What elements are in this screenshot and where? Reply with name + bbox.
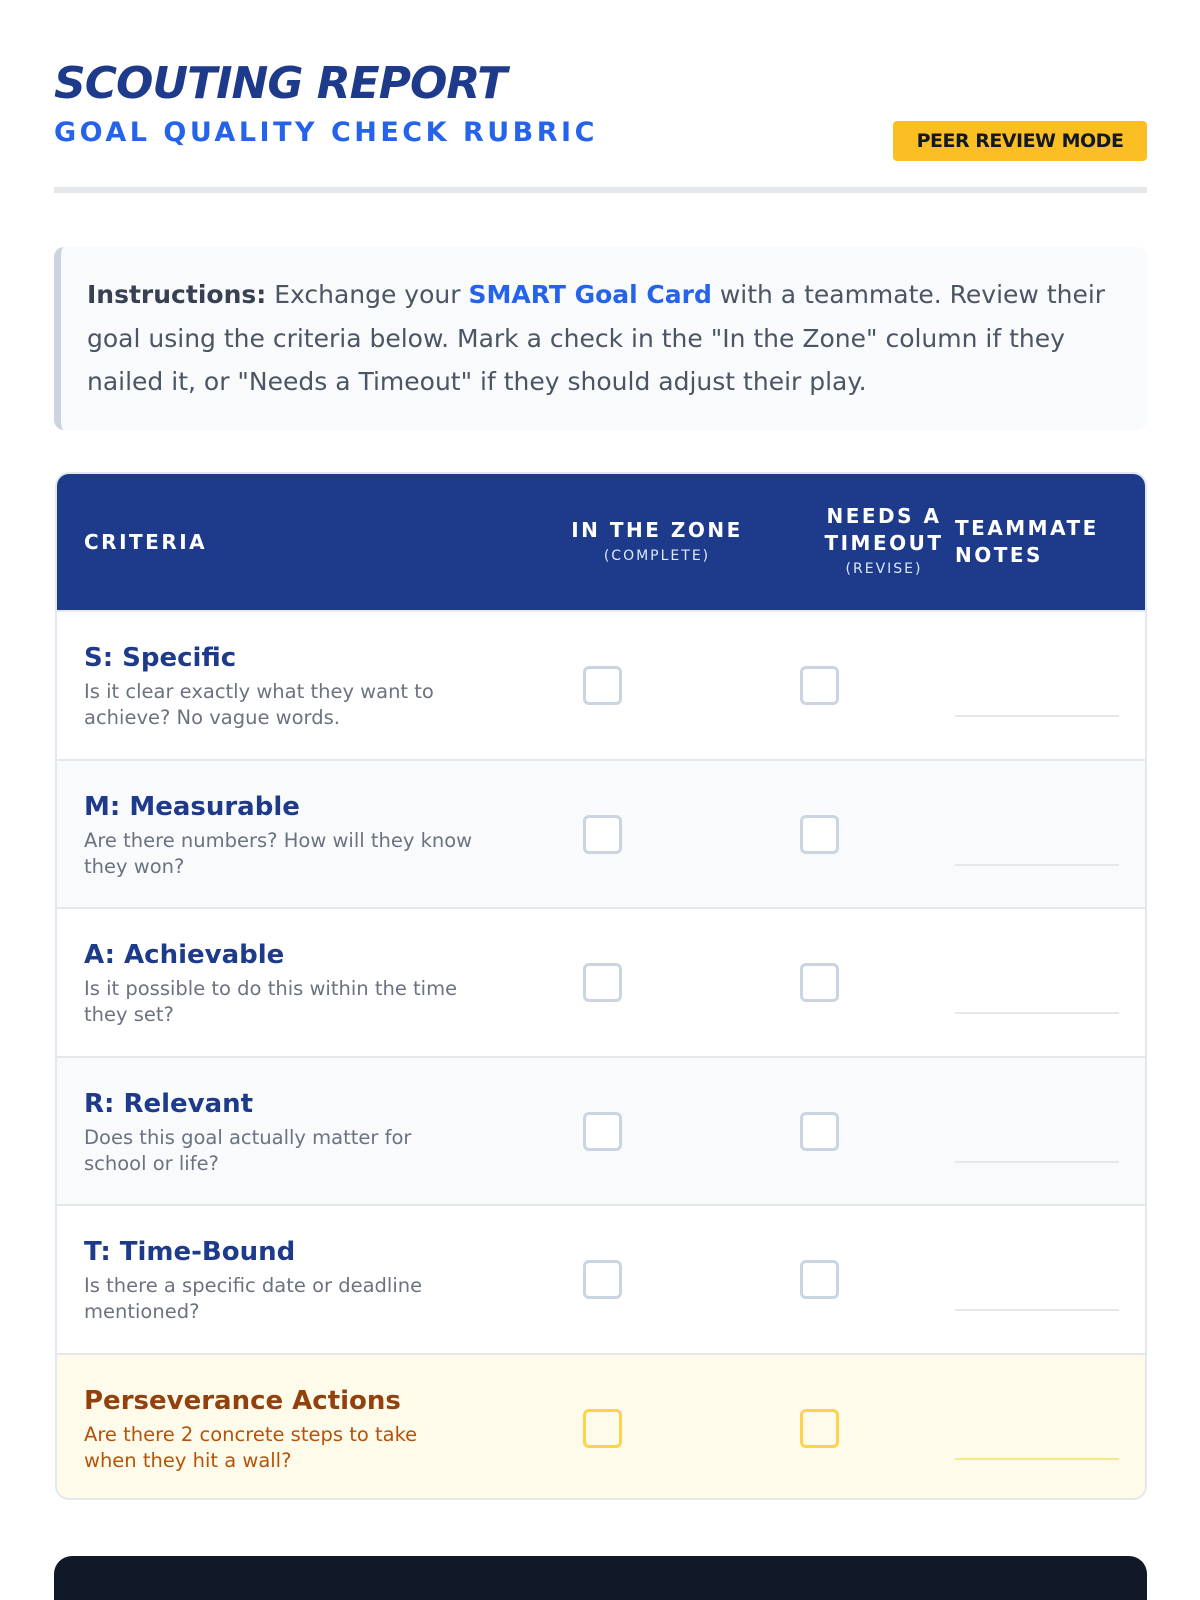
peer-review-badge: PEER REVIEW MODE [893,121,1147,161]
criteria-header-label: CRITERIA [84,529,208,554]
needs-timeout-checkbox[interactable] [800,1409,839,1448]
needs-timeout-checkbox[interactable] [800,1260,839,1299]
table-row-perseverance-actions [57,1353,1145,1501]
page-header [54,56,1147,196]
rubric-table [55,472,1147,1500]
teammate-notes-field[interactable] [955,1458,1119,1460]
criterion-name: S: Specific [84,643,237,673]
instructions-text-after: with a teammate. Review their goal using the criteria below. Mark a check in the "In the Zone" column if they nailed it, or "Needs a Timeout" if they should adjust their play. [87,280,1106,396]
teammate-notes-field[interactable] [955,864,1119,866]
criterion-name: M: Measurable [84,791,300,822]
in-the-zone-checkbox[interactable] [583,666,622,705]
header-divider [54,187,1147,193]
criterion-description: Is it possible to do this within the time they set? [84,977,458,1026]
in-the-zone-checkbox[interactable] [583,815,622,854]
needs-timeout-checkbox[interactable] [800,963,839,1002]
instructions-text-before: Exchange your [266,280,469,309]
timeout-header-label-line2: TIMEOUT [824,531,944,555]
column-header-teammate-notes [955,474,1099,610]
criterion-name: Perseverance Actions [84,1385,401,1416]
criterion-description: Are there 2 concrete steps to take when they hit a wall? [84,1422,418,1472]
column-header-criteria [84,474,207,610]
teammate-notes-field[interactable] [955,715,1119,717]
teammate-notes-field[interactable] [955,1309,1119,1311]
table-header [57,474,1145,610]
criterion-description: Is it clear exactly what they want to achieve? No vague words. [84,680,434,729]
teammate-notes-field[interactable] [955,1012,1119,1014]
table-row-achievable [57,907,1145,1056]
in-the-zone-checkbox[interactable] [583,963,622,1002]
criterion-description: Is there a specific date or deadline mentioned? [84,1274,423,1323]
footer-panel [54,1556,1147,1600]
teammate-notes-field[interactable] [955,1161,1119,1163]
table-row-specific [57,610,1145,759]
criterion-name: T: Time-Bound [84,1237,296,1267]
notes-header-label-line2: NOTES [955,543,1043,567]
column-header-in-the-zone [527,474,787,610]
instructions-box [54,247,1147,430]
zone-header-sublabel: (COMPLETE) [603,547,711,564]
in-the-zone-checkbox[interactable] [583,1409,622,1448]
needs-timeout-checkbox[interactable] [800,666,839,705]
instructions-lead: Instructions: [87,280,267,309]
criterion-description: Are there numbers? How will they know they won? [84,828,473,878]
zone-header-label: IN THE ZONE [571,517,743,542]
page-title: SCOUTING REPORT [54,58,507,109]
table-row-measurable [57,759,1145,908]
timeout-header-sublabel: (REVISE) [845,561,923,577]
criterion-description: Does this goal actually matter for school or life? [84,1125,412,1175]
criterion-name: R: Relevant [84,1088,254,1119]
needs-timeout-checkbox[interactable] [800,815,839,854]
smart-goal-card-highlight: SMART Goal Card [468,280,712,309]
in-the-zone-checkbox[interactable] [583,1112,622,1151]
table-row-relevant [57,1056,1145,1205]
timeout-header-label-line1: NEEDS A [826,504,942,528]
in-the-zone-checkbox[interactable] [583,1260,622,1299]
page-subtitle: GOAL QUALITY CHECK RUBRIC [54,117,598,148]
needs-timeout-checkbox[interactable] [800,1112,839,1151]
criterion-name: A: Achievable [84,940,285,970]
notes-header-label-line1: TEAMMATE [955,516,1099,540]
table-row-time-bound [57,1204,1145,1353]
